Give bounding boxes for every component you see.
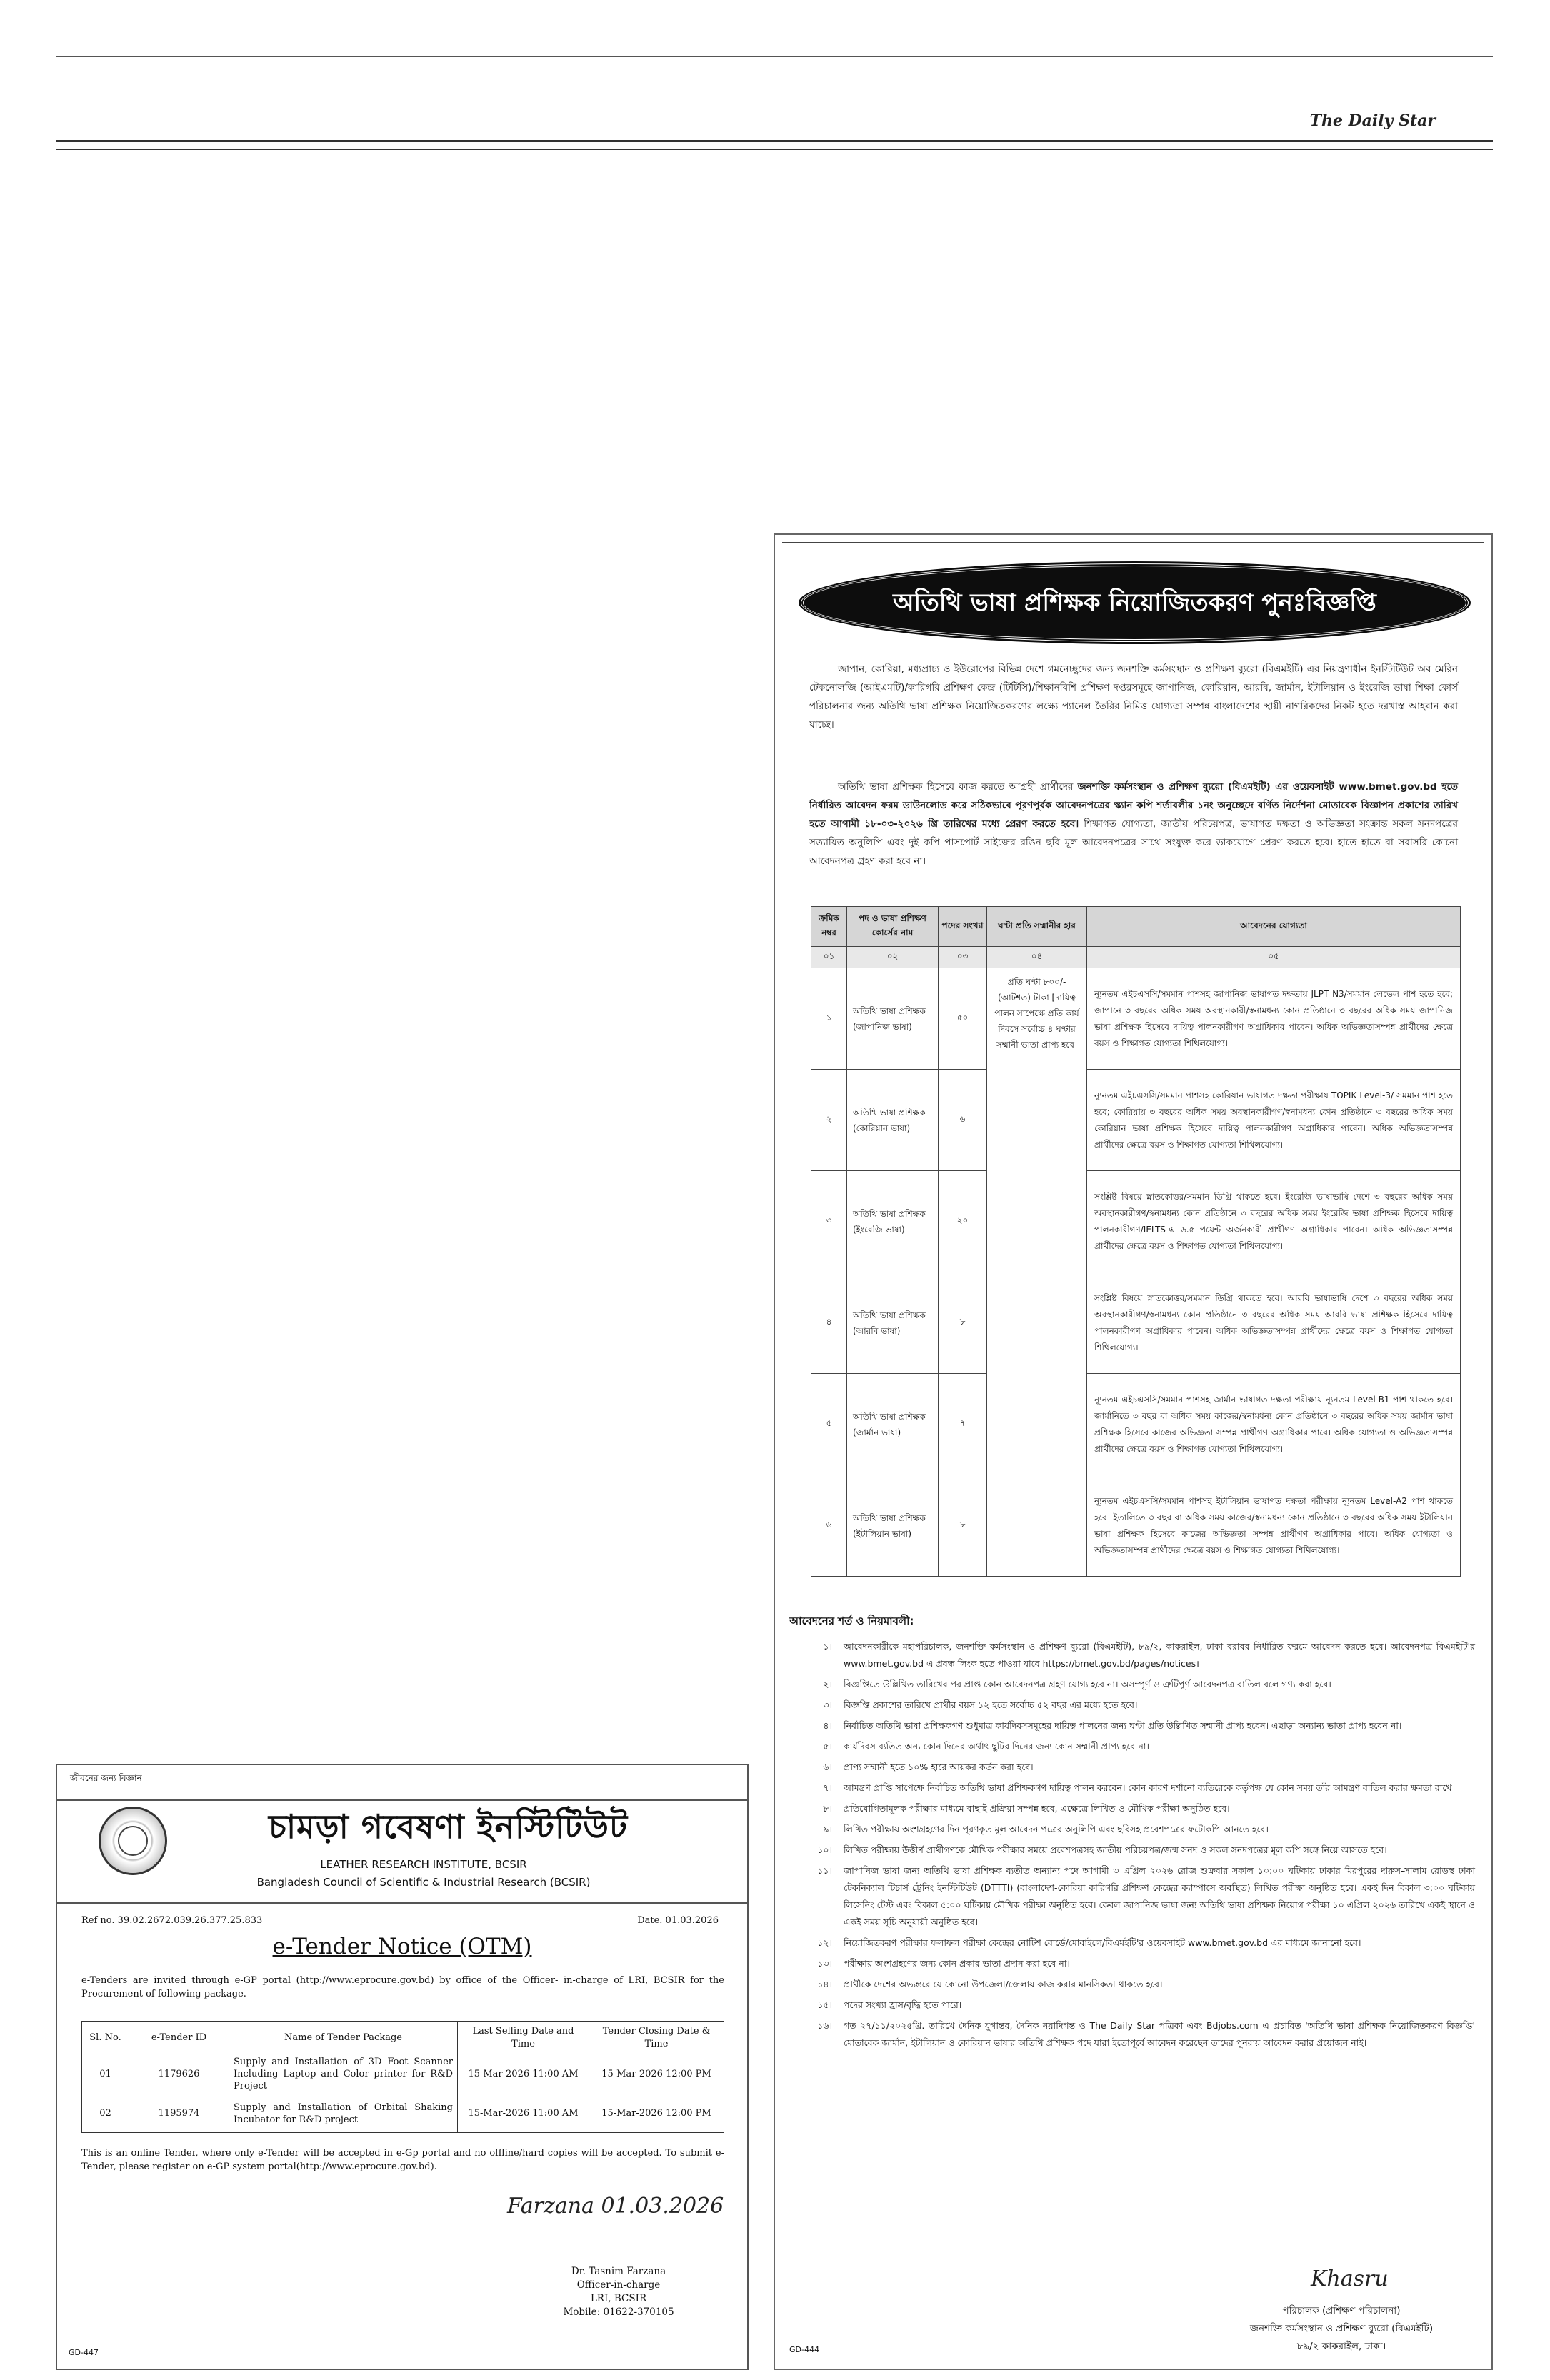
cell-sl: 02: [82, 2094, 129, 2133]
para-text: অতিথি ভাষা প্রশিক্ষক হিসেবে কাজ করতে আগ্রহী প্রার্থীদের: [838, 781, 1078, 793]
list-item: [804, 1997, 1475, 2014]
cell-count: ৭: [939, 1374, 987, 1475]
notice-title-text: e-Tender Notice (OTM): [272, 1934, 532, 1959]
col-header-tender-id: e-Tender ID: [129, 2022, 229, 2054]
term-number: ১৬।: [817, 2020, 832, 2031]
term-number: ৮।: [823, 1803, 832, 1814]
cell-serial: ৬: [811, 1475, 847, 1577]
cell-qualification: ন্যূনতম এইচএসসি/সমমান পাশসহ কোরিয়ান ভাষাগত দক্ষতা পরীক্ষায় TOPIK Level-3/ সমমান পাশ হতে হবে; কোরিয়ায় ৩ বছরের অধিক সময় অবস্থানকারীগণ/স্বনামধন্য কোন প্রতিষ্ঠানে ৩ বছরের অধিক সময় কোরিয়ান ভাষা প্রশিক্ষক হিসেবে দায়িত্ব পালনকারীগণ অগ্রাধিকার পাবেন। অধিক অভিজ্ঞতাসম্পন্ন প্রার্থীদের ক্ষেত্রে বয়স ও শিক্ষাগত যোগ্যতা শিথিলযোগ্য।: [1087, 1070, 1461, 1171]
cell-closing: 15-Mar-2026 12:00 PM: [589, 2094, 724, 2133]
cell-closing: 15-Mar-2026 12:00 PM: [589, 2054, 724, 2094]
list-item: [804, 1821, 1475, 1838]
bmet-title-banner: [801, 563, 1469, 642]
list-item: [804, 1676, 1475, 1693]
col-header-closing: Tender Closing Date & Time: [589, 2022, 724, 2054]
term-number: ৩।: [823, 1699, 832, 1710]
col-header-sl: Sl. No.: [82, 2022, 129, 2054]
ad-top-rule: [782, 542, 1484, 548]
lri-signature: Farzana 01.03.2026: [507, 2194, 724, 2219]
col-number: ০৫: [1087, 947, 1461, 968]
list-item: [804, 1759, 1475, 1776]
cell-honorarium: প্রতি ঘণ্টা ৮০০/- (আটশত) টাকা [দায়িত্ব পালন সাপেক্ষে প্রতি কার্য দিবসে সর্বোচ্চ ৪ ঘণ্টার সম্মানী ভাতা প্রাপ্য হবে।: [987, 968, 1087, 1577]
notice-intro: e-Tenders are invited through e-GP portal (http://www.eprocure.gov.bd) by office of the Officer- in-charge of LRI, BCSIR for the Procurement of following package.: [81, 1975, 724, 1999]
cell-sl: 01: [82, 2054, 129, 2094]
list-item: [804, 1638, 1475, 1672]
term-number: ১০।: [817, 1844, 832, 1855]
list-item: [804, 1800, 1475, 1817]
lri-advertisement: [56, 1764, 749, 2370]
term-number: ১২।: [817, 1937, 832, 1948]
term-text: আবেদনকারীকে মহাপরিচালক, জনশক্তি কর্মসংস্থান ও প্রশিক্ষণ ব্যুরো (বিএমইটি), ৮৯/২, কাকরাইল, ঢাকা বরাবর নির্ধারিত ফরমে আবেদন করতে হবে। আবেদনপত্র বিএমইটি'র www.bmet.gov.bd এ প্রবন্ধ লিংক হতে পাওয়া যাবে https://bmet.gov.bd/pages/notices।: [844, 1641, 1475, 1669]
cell-count: ৬: [939, 1070, 987, 1171]
list-item: [804, 1955, 1475, 1972]
col-number: ০৪: [987, 947, 1087, 968]
bmet-posts-table: [811, 906, 1461, 1577]
cell-package: Supply and Installation of 3D Foot Scanner Including Laptop and Color printer for R&D Project: [229, 2054, 458, 2094]
bmet-signatory: [1213, 2302, 1470, 2356]
signatory-title: পরিচালক (প্রশিক্ষণ পরিচালনা): [1282, 2305, 1401, 2316]
table-row: [82, 2094, 724, 2133]
col-header-last-selling: Last Selling Date and Time: [458, 2022, 589, 2054]
cell-serial: ৩: [811, 1171, 847, 1272]
table-row: [811, 968, 1461, 1070]
list-item: [804, 1934, 1475, 1952]
cell-qualification: ন্যূনতম এইচএসসি/সমমান পাশসহ জার্মান ভাষাগত দক্ষতা পরীক্ষায় ন্যূনতম Level-B1 পাশ থাকতে হবে। জার্মানিতে ৩ বছর বা অধিক সময় কাজের/স্বনামধন্য কোন প্রতিষ্ঠানে ৩ বছরের অধিক সময় জার্মান ভাষা প্রশিক্ষক হিসেবে কাজের অভিজ্ঞতা সম্পন্ন প্রার্থীগণ অগ্রাধিকার পাবে। অধিক যোগ্যতা ও অভিজ্ঞতাসম্পন্ন প্রার্থীদের ক্ষেত্রে বয়স ও শিক্ষাগত যোগ্যতা শিথিলযোগ্য।: [1087, 1374, 1461, 1475]
term-number: ৭।: [823, 1782, 832, 1793]
cell-serial: ৫: [811, 1374, 847, 1475]
cell-post: অতিথি ভাষা প্রশিক্ষক (জাপানিজ ভাষা): [847, 968, 939, 1070]
term-text: কার্যদিবস ব্যতিত অন্য কোন দিনের অর্থাৎ ছুটির দিনের জন্য কোন সম্মানী প্রাপ্য হবে না।: [844, 1741, 1149, 1752]
cell-qualification: ন্যূনতম এইচএসসি/সমমান পাশসহ জাপানিজ ভাষাগত দক্ষতায় JLPT N3/সমমান লেভেল পাশ হতে হবে; জাপানে ৩ বছরের অধিক সময় অবস্থানকারী/স্বনামধন্য কোন প্রতিষ্ঠানে ৩ বছরের অধিক সময় জাপানিজ ভাষা প্রশিক্ষক হিসেবে দায়িত্ব পালনকারীগণ অগ্রাধিকার পাবেন। অধিক অভিজ্ঞতাসম্পন্ন প্রার্থীদের ক্ষেত্রে বয়স ও শিক্ষাগত যোগ্যতা শিথিলযোগ্য।: [1087, 968, 1461, 1070]
terms-heading: আবেদনের শর্ত ও নিয়মাবলী:: [789, 1615, 914, 1627]
bmet-application-paragraph: [809, 778, 1458, 870]
signer-role: Officer-in-charge: [576, 2279, 661, 2291]
col-number: ০২: [847, 947, 939, 968]
cell-serial: ১: [811, 968, 847, 1070]
term-text: প্রার্থীকে দেশের অভ্যন্তরে যে কোনো উপজেলা/জেলায় কাজ করার মানসিকতা থাকতে হবে।: [844, 1979, 1163, 1989]
ad-code: GD-447: [69, 2348, 99, 2357]
reference-number: Ref no. 39.02.2672.039.26.377.25.833: [81, 1915, 263, 1926]
cell-post: অতিথি ভাষা প্রশিক্ষক (কোরিয়ান ভাষা): [847, 1070, 939, 1171]
list-item: [804, 1717, 1475, 1734]
cell-count: ৫০: [939, 968, 987, 1070]
cell-post: অতিথি ভাষা প্রশিক্ষক (আরবি ভাষা): [847, 1272, 939, 1374]
cell-qualification: সংশ্লিষ্ট বিষয়ে স্নাতকোত্তর/সমমান ডিগ্রি থাকতে হবে। ইংরেজি ভাষাভাষি দেশে ৩ বছরের অধিক সময় অবস্থানকারীগণ/স্বনামধন্য কোন প্রতিষ্ঠানে ৩ বছরের অধিক সময় ইংরেজি ভাষা প্রশিক্ষক হিসেবে দায়িত্ব পালনকারীগণ/IELTS-এ ৬.৫ পয়েন্ট অর্জনকারী প্রার্থীগণ অগ্রাধিকার পাবেন। অধিক অভিজ্ঞতাসম্পন্ন প্রার্থীদের ক্ষেত্রে বয়স ও শিক্ষাগত যোগ্যতা শিথিলযোগ্য।: [1087, 1171, 1461, 1272]
col-number: ০১: [811, 947, 847, 968]
list-item: [804, 1976, 1475, 1993]
signer-name: Dr. Tasnim Farzana: [571, 2266, 666, 2277]
term-text: লিখিত পরীক্ষায় উত্তীর্ণ প্রার্থীগণকে মৌখিক পরীক্ষার সময়ে প্রবেশপত্রসহ জাতীয় পরিচয়পত্র/জন্ম সনদ ও সকল সনদপত্রের মূল কপি সঙ্গে নিয়ে আসতে হবে।: [844, 1844, 1387, 1855]
notice-title: [57, 1934, 747, 1959]
bmet-intro-paragraph: জাপান, কোরিয়া, মধ্যপ্রাচ্য ও ইউরোপের বিভিন্ন দেশে গমনেচ্ছুদের জন্য জনশক্তি কর্মসংস্থান ও প্রশিক্ষণ ব্যুরো (বিএমইটি) এর নিয়ন্ত্রণাধীন ইনস্টিটিউট অব মেরিন টেকনোলজি (আইএমটি)/কারিগরি প্রশিক্ষণ কেন্দ্র (টিটিসি)/শিক্ষানবিশি প্রশিক্ষণ দপ্তরসমূহে জাপানিজ, কোরিয়ান, আরবি, জার্মান, ইটালিয়ান ও ইংরেজি ভাষা শিক্ষা কোর্স পরিচালনার জন্য অতিথি ভাষা প্রশিক্ষক নিয়োজিতকরণের লক্ষ্যে প্যানেল তৈরির নিমিত্ত যোগ্যতা সম্পন্ন বাংলাদেশের স্থায়ী নাগরিকদের নিকট হতে দরখাস্ত আহবান করা যাচ্ছে।: [809, 663, 1458, 730]
terms-list: [804, 1638, 1475, 2055]
cell-last-selling: 15-Mar-2026 11:00 AM: [458, 2094, 589, 2133]
list-item: [804, 1697, 1475, 1714]
bmet-signature: Khasru: [1311, 2266, 1389, 2291]
masthead-rule: [56, 149, 1493, 150]
signatory-address: ৮৯/২ কাকরাইল, ঢাকা।: [1296, 2341, 1386, 2352]
header-rule: [57, 1902, 747, 1904]
term-text: নির্বাচিত অতিথি ভাষা প্রশিক্ষকগণ শুধুমাত্র কার্যদিবসসমূহের দায়িত্ব পালনের জন্য ঘণ্টা প্রতি উল্লিখিত সম্মানী প্রাপ্য হবেন। এছাড়া অন্যান্য ভাতা প্রাপ্য হবেন না।: [844, 1720, 1402, 1731]
col-header-package: Name of Tender Package: [229, 2022, 458, 2054]
term-number: ৪।: [823, 1720, 832, 1731]
list-item: [804, 2017, 1475, 2052]
cell-tender-id: 1195974: [129, 2094, 229, 2133]
term-number: ৯।: [823, 1824, 832, 1834]
signer-org: LRI, BCSIR: [590, 2293, 647, 2304]
cell-post: অতিথি ভাষা প্রশিক্ষক (ইটালিয়ান ভাষা): [847, 1475, 939, 1577]
term-number: ৫।: [823, 1741, 832, 1752]
table-row: [811, 1374, 1461, 1475]
bcsir-tagline: জীবনের জন্য বিজ্ঞান: [70, 1773, 142, 1783]
term-number: ১১।: [817, 1865, 832, 1876]
list-item: [804, 1862, 1475, 1931]
cell-serial: ২: [811, 1070, 847, 1171]
list-item: [804, 1738, 1475, 1755]
cell-qualification: সংশ্লিষ্ট বিষয়ে স্নাতকোত্তর/সমমান ডিগ্রি থাকতে হবে। আরবি ভাষাভাষি দেশে ৩ বছরের অধিক সময় অবস্থানকারীগণ/স্বনামধন্য কোন প্রতিষ্ঠানে ৩ বছরের অধিক সময় আরবি ভাষা প্রশিক্ষক হিসেবে দায়িত্ব পালনকারীগণ অগ্রাধিকার পাবেন। অধিক অভিজ্ঞতাসম্পন্ন প্রার্থীদের ক্ষেত্রে বয়স ও শিক্ষাগত যোগ্যতা শিথিলযোগ্য।: [1087, 1272, 1461, 1374]
cell-serial: ৪: [811, 1272, 847, 1374]
logo-emblem: [118, 1826, 148, 1856]
cell-qualification: ন্যূনতম এইচএসসি/সমমান পাশসহ ইটালিয়ান ভাষাগত দক্ষতা পরীক্ষায় ন্যূনতম Level-A2 পাশ থাকতে হবে। ইতালিতে ৩ বছর বা অধিক সময় কাজের/স্বনামধন্য কোন প্রতিষ্ঠানে ৩ বছরের অধিক সময় ইটালিয়ান ভাষা প্রশিক্ষক হিসেবে কাজের অভিজ্ঞতা সম্পন্ন প্রার্থীগণ অগ্রাধিকার পাবে। অধিক যোগ্যতা ও অভিজ্ঞতাসম্পন্ন প্রার্থীদের ক্ষেত্রে বয়স ও শিক্ষাগত যোগ্যতা শিথিলযোগ্য।: [1087, 1475, 1461, 1577]
top-rule: [56, 56, 1493, 57]
institute-name-bangla: চামড়া গবেষণা ইনস্টিটিউট: [269, 1807, 629, 1846]
cell-package: Supply and Installation of Orbital Shaking Incubator for R&D project: [229, 2094, 458, 2133]
para-bold-text: জনশক্তি কর্মসংস্থান ও প্রশিক্ষণ ব্যুরো (বিএমইটি) এর ওয়েবসাইট www.bmet.gov.bd হতে নির্ধারিত আবেদন ফরম ডাউনলোড করে সঠিকভাবে পূরণপূর্বক আবেদনপত্রের স্ক্যান কপি শর্তাবলীর ১নং অনুচ্ছেদে বর্ণিত নির্দেশনা মোতাবেক বিজ্ঞাপন প্রকাশের তারিখ হতে আগামী ১৮-০৩-২০২৬ খ্রি তারিখের মধ্যে প্রেরণ করতে হবে।: [809, 781, 1458, 830]
signatory-organization: জনশক্তি কর্মসংস্থান ও প্রশিক্ষণ ব্যুরো (বিএমইটি): [1249, 2323, 1434, 2334]
list-item: [804, 1842, 1475, 1859]
term-text: গত ২৭/১১/২০২৫খ্রি. তারিখে দৈনিক যুগান্তর, দৈনিক নয়াদিগন্ত ও The Daily Star পত্রিকা এবং Bdjobs.com এ প্রচারিত 'অতিথি ভাষা প্রশিক্ষক নিয়োজিতকরণ বিজ্ঞপ্তি' মোতাবেক জার্মান, ইটালিয়ান ও কোরিয়ান ভাষার অতিথি প্রশিক্ষক পদে যারা ইতোপূর্বে আবেদন করেছেন তাদের পুনরায় আবেদন করার প্রয়োজন নাই।: [844, 2020, 1475, 2048]
term-text: প্রাপ্য সম্মানী হতে ১০% হারে আয়কর কর্তন করা হবে।: [844, 1762, 1034, 1772]
masthead-rule: [56, 140, 1493, 142]
term-text: পদের সংখ্যা হ্রাস/বৃদ্ধি হতে পারে।: [844, 1999, 962, 2010]
table-row: [82, 2054, 724, 2094]
term-text: লিখিত পরীক্ষায় অংশগ্রহণের দিন পূরণকৃত মূল আবেদন পত্রের অনুলিপি এবং ছবিসহ প্রবেশপত্রের ফটোকপি আনতে হবে।: [844, 1824, 1269, 1834]
daily-star-logo: The Daily Star: [1309, 111, 1436, 130]
col-header-serial: ক্রমিক নম্বর: [811, 907, 847, 947]
ad-top-rule: [57, 1799, 747, 1801]
col-header-count: পদের সংখ্যা: [939, 907, 987, 947]
term-number: ১।: [823, 1641, 832, 1652]
lri-signatory: [526, 2265, 711, 2319]
institute-name-english: LEATHER RESEARCH INSTITUTE, BCSIR: [320, 1858, 527, 1871]
table-row: [811, 1475, 1461, 1577]
tender-table: [81, 2021, 724, 2133]
signer-mobile: Mobile: 01622-370105: [563, 2306, 674, 2318]
term-text: নিয়োজিতকরণ পরীক্ষার ফলাফল পরীক্ষা কেন্দ্রের নোটিশ বোর্ডে/মোবাইলে/বিএমইটি'র ওয়েবসাইট www.bmet.gov.bd এর মাধ্যমে জানানো হবে।: [844, 1937, 1361, 1948]
term-number: ১৩।: [817, 1958, 832, 1969]
ad-code: GD-444: [789, 2345, 819, 2354]
cell-count: ৮: [939, 1272, 987, 1374]
cell-count: ২০: [939, 1171, 987, 1272]
col-header-post: পদ ও ভাষা প্রশিক্ষণ কোর্সের নাম: [847, 907, 939, 947]
para-text: শিক্ষাগত যোগ্যতা, জাতীয় পরিচয়পত্র, ভাষাগত দক্ষতা ও অভিজ্ঞতা সংক্রান্ত সকল সনদপত্রের সত্যায়িত অনুলিপি এবং দুই কপি পাসপোর্ট সাইজের রঙিন ছবি মূল আবেদনপত্রের সাথে সংযুক্ত করে ডাকযোগে প্রেরণ করতে হবে। হাতে হাতে বা সরাসরি কোনো আবেদনপত্র গ্রহণ করা হবে না।: [809, 818, 1458, 867]
bmet-advertisement: [774, 533, 1493, 2370]
table-row: [811, 1272, 1461, 1374]
bmet-title: অতিথি ভাষা প্রশিক্ষক নিয়োজিতকরণ পুনঃবিজ্ঞপ্তি: [893, 588, 1376, 617]
table-row: [811, 1070, 1461, 1171]
col-header-qualification: আবেদনের যোগ্যতা: [1087, 907, 1461, 947]
term-number: ১৪।: [817, 1979, 832, 1989]
cell-count: ৮: [939, 1475, 987, 1577]
term-text: বিজ্ঞপ্তি প্রকাশের তারিখে প্রার্থীর বয়স ১২ হতে সর্বোচ্চ ৫২ বছর এর মধ্যে হতে হবে।: [844, 1699, 1138, 1710]
col-header-honorarium: ঘণ্টা প্রতি সম্মানীর হার: [987, 907, 1087, 947]
term-text: জাপানিজ ভাষা জন্য অতিথি ভাষা প্রশিক্ষক ব্যতীত অন্যান্য পদে আগামী ৩ এপ্রিল ২০২৬ রোজ শুক্রবার সকাল ১০:০০ ঘটিকায় ঢাকার মিরপুরের দারুস-সালাম রোডস্থ ঢাকা টেকনিক্যাল টিচার্স ট্রেনিং ইনস্টিটিউট (DTTTI) (বাংলাদেশ-কোরিয়া কারিগরি প্রশিক্ষণ কেন্দ্রের ক্যাম্পাসে অবস্থিত) লিখিত পরীক্ষা অনুষ্ঠিত হবে। একই দিন বিকাল ৩:০০ ঘটিকায় লিসেনিং টেস্ট এবং বিকাল ৫:০০ ঘটিকায় মৌখিক পরীক্ষা অনুষ্ঠিত হবে। কেবল জাপানিজ ভাষা জন্য অতিথি ভাষা প্রশিক্ষক নিয়োগ পরীক্ষা ১০ এপ্রিল ২০২৬ তারিখে একই স্থানে ও একই সময় সূচি অনুযায়ী অনুষ্ঠিত হবে।: [844, 1865, 1475, 1927]
term-number: ২।: [823, 1679, 832, 1689]
cell-post: অতিথি ভাষা প্রশিক্ষক (জার্মান ভাষা): [847, 1374, 939, 1475]
cell-post: অতিথি ভাষা প্রশিক্ষক (ইংরেজি ভাষা): [847, 1171, 939, 1272]
term-text: আমন্ত্রণ প্রাপ্তি সাপেক্ষে নির্বাচিত অতিথি ভাষা প্রশিক্ষকগণ দায়িত্ব পালন করবেন। কোন কারণ দর্শানো ব্যতিরেকে কর্তৃপক্ষ যে কোন সময় তাঁর আমন্ত্রণ বাতিল করার ক্ষমতা রাখে।: [844, 1782, 1456, 1793]
council-name: Bangladesh Council of Scientific & Industrial Research (BCSIR): [256, 1876, 591, 1889]
cell-last-selling: 15-Mar-2026 11:00 AM: [458, 2054, 589, 2094]
col-number: ০৩: [939, 947, 987, 968]
cell-tender-id: 1179626: [129, 2054, 229, 2094]
term-number: ৬।: [823, 1762, 832, 1772]
term-text: পরীক্ষায় অংশগ্রহণের জন্য কোন প্রকার ভাতা প্রদান করা হবে না।: [844, 1958, 1070, 1969]
term-text: বিজ্ঞপ্তিতে উল্লিখিত তারিখের পর প্রাপ্ত কোন আবেদনপত্র গ্রহণ যোগ্য হবে না। অসম্পূর্ণ ও ত্রুটিপূর্ণ আবেদনপত্র বাতিল বলে গণ্য করা হবে।: [844, 1679, 1331, 1689]
term-text: প্রতিযোগিতামূলক পরীক্ষার মাধ্যমে বাছাই প্রক্রিয়া সম্পন্ন হবে, এক্ষেত্রে লিখিত ও মৌখিক পরীক্ষা অনুষ্ঠিত হবে।: [844, 1803, 1230, 1814]
table-row: [811, 1171, 1461, 1272]
tender-note: This is an online Tender, where only e-Tender will be accepted in e-Gp portal and no offline/hard copies will be accepted. To submit e-Tender, please register on e-GP system portal(http://www.eprocure.gov.bd).: [81, 2148, 724, 2172]
list-item: [804, 1779, 1475, 1797]
term-number: ১৫।: [817, 1999, 832, 2010]
notice-date: Date. 01.03.2026: [637, 1915, 719, 1926]
